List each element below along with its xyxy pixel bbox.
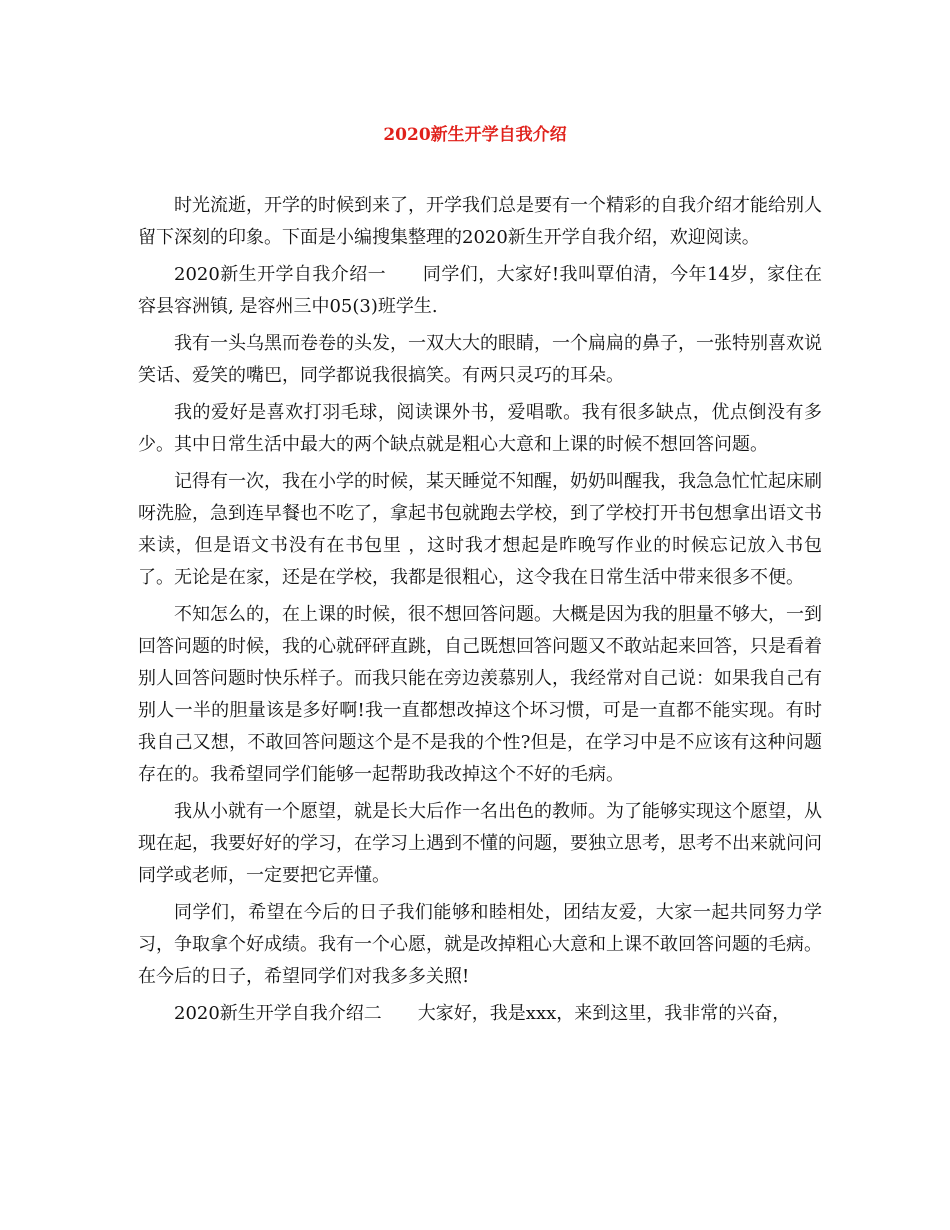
paragraph-anecdote: 记得有一次，我在小学的时候，某天睡觉不知醒，奶奶叫醒我，我急急忙忙起床刷呀洗脸，急到连早餐也不吃了，拿起书包就跑去学校，到了学校打开书包想拿出语文书来读，但是语文书没有在书包里 ，这时我才想起是昨晚写作业的时候忘记放入书包了。无论是在家，还是在学校，我都是很粗心，这令我在日常生活中带来很多不便。	[138, 471, 822, 588]
paragraph-section-two-opening: 2020新生开学自我介绍二 大家好，我是xxx，来到这里，我非常的兴奋，	[174, 1003, 791, 1024]
paragraph-wish: 我从小就有一个愿望，就是长大后作一名出色的教师。为了能够实现这个愿望，从现在起，我要好好的学习，在学习上遇到不懂的问题，要独立思考，思考不出来就问问同学或老师，一定要把它弄懂。	[138, 801, 822, 886]
paragraph-closing: 同学们，希望在今后的日子我们能够和睦相处，团结友爱，大家一起共同努力学习，争取拿个好成绩。我有一个心愿，就是改掉粗心大意和上课不敢回答问题的毛病。在今后的日子，希望同学们对我多多关照!	[138, 902, 822, 987]
paragraph-intro: 时光流逝，开学的时候到来了，开学我们总是要有一个精彩的自我介绍才能给别人留下深刻的印象。下面是小编搜集整理的2020新生开学自我介绍，欢迎阅读。	[138, 195, 822, 248]
paragraph-shyness: 不知怎么的，在上课的时候，很不想回答问题。大概是因为我的胆量不够大，一到回答问题的时候，我的心就砰砰直跳，自己既想回答问题又不敢站起来回答，只是看着别人回答问题时快乐样子。而我只能在旁边羡慕别人，我经常对自己说：如果我自己有别人一半的胆量该是多好啊!我一直都想改掉这个坏习惯，可是一直都不能实现。有时我自己又想，不敢回答问题这个是不是我的个性?但是，在学习中是不应该有这种问题存在的。我希望同学们能够一起帮助我改掉这个不好的毛病。	[138, 604, 822, 785]
document-title: 2020新生开学自我介绍	[383, 125, 567, 145]
paragraph-appearance: 我有一头乌黑而卷卷的头发，一双大大的眼睛，一个扁扁的鼻子，一张特别喜欢说笑话、爱笑的嘴巴，同学都说我很搞笑。有两只灵巧的耳朵。	[138, 333, 822, 386]
document-body	[138, 190, 822, 1035]
paragraph-hobbies: 我的爱好是喜欢打羽毛球，阅读课外书，爱唱歌。我有很多缺点，优点倒没有多少。其中日常生活中最大的两个缺点就是粗心大意和上课的时候不想回答问题。	[138, 402, 822, 455]
paragraph-section-one-opening: 2020新生开学自我介绍一 同学们，大家好!我叫覃伯清，今年14岁，家住在容县容洲镇, 是容州三中05(3)班学生.	[138, 264, 822, 317]
